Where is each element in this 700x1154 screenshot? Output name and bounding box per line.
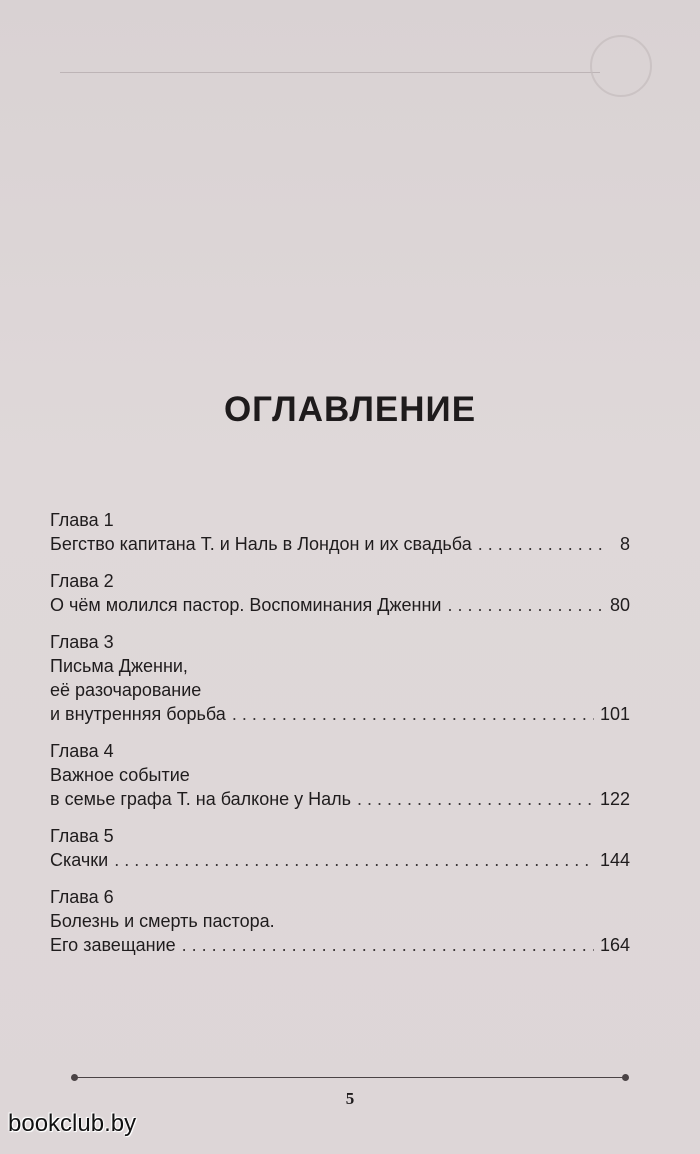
- toc-entry: [50, 569, 630, 617]
- toc-entry: [50, 824, 630, 872]
- table-of-contents: [50, 508, 630, 970]
- page-number: 8: [619, 534, 630, 554]
- toc-title: ОГЛАВЛЕНИЕ: [223, 390, 477, 429]
- chapter-title: Скачки: [50, 850, 109, 870]
- chapter-label: Глава 2: [50, 571, 114, 591]
- chapter-title-line: Важное событие: [50, 765, 190, 785]
- footer-rule: [75, 1077, 627, 1078]
- toc-last-line: [50, 593, 630, 617]
- toc-last-line: [50, 787, 630, 811]
- toc-entry: [50, 508, 630, 556]
- page-folio: 5: [345, 1089, 355, 1108]
- dot-leader: [182, 933, 594, 957]
- chapter-label: Глава 4: [50, 741, 114, 761]
- chapter-title: О чём молился пастор. Воспоминания Дженни: [50, 595, 442, 615]
- toc-entry: [50, 630, 630, 726]
- dot-leader: [357, 787, 594, 811]
- chapter-title: в семье графа Т. на балконе у Наль: [50, 789, 352, 809]
- page-number: 122: [599, 789, 630, 809]
- chapter-title: Бегство капитана Т. и Наль в Лондон и их свадьба: [50, 534, 472, 554]
- chapter-label: Глава 1: [50, 510, 114, 530]
- dot-leader: [478, 532, 604, 556]
- dot-leader: [114, 848, 594, 872]
- footer-rule-end-dot: [71, 1074, 78, 1081]
- chapter-title-line: Письма Дженни,: [50, 656, 188, 676]
- chapter-title-line: Болезнь и смерть пастора.: [50, 911, 275, 931]
- page-number: 144: [599, 850, 630, 870]
- footer-rule-end-dot: [622, 1074, 629, 1081]
- toc-entry: [50, 739, 630, 811]
- page-number: 164: [599, 935, 630, 955]
- chapter-label: Глава 3: [50, 632, 114, 652]
- chapter-title: и внутренняя борьба: [50, 704, 226, 724]
- chapter-label: Глава 6: [50, 887, 114, 907]
- toc-last-line: [50, 702, 630, 726]
- toc-last-line: [50, 933, 630, 957]
- toc-last-line: [50, 848, 630, 872]
- dot-leader: [232, 702, 594, 726]
- page-number: 101: [599, 704, 630, 724]
- chapter-title: Его завещание: [50, 935, 176, 955]
- bleed-header-rule: [60, 72, 600, 73]
- dot-leader: [447, 593, 604, 617]
- chapter-label: Глава 5: [50, 826, 114, 846]
- toc-entry: [50, 885, 630, 957]
- bleed-ornament-icon: [590, 35, 652, 97]
- toc-last-line: [50, 532, 630, 556]
- page-number: 80: [609, 595, 630, 615]
- chapter-title-line: её разочарование: [50, 680, 202, 700]
- watermark-text: bookclub.by: [8, 1110, 137, 1137]
